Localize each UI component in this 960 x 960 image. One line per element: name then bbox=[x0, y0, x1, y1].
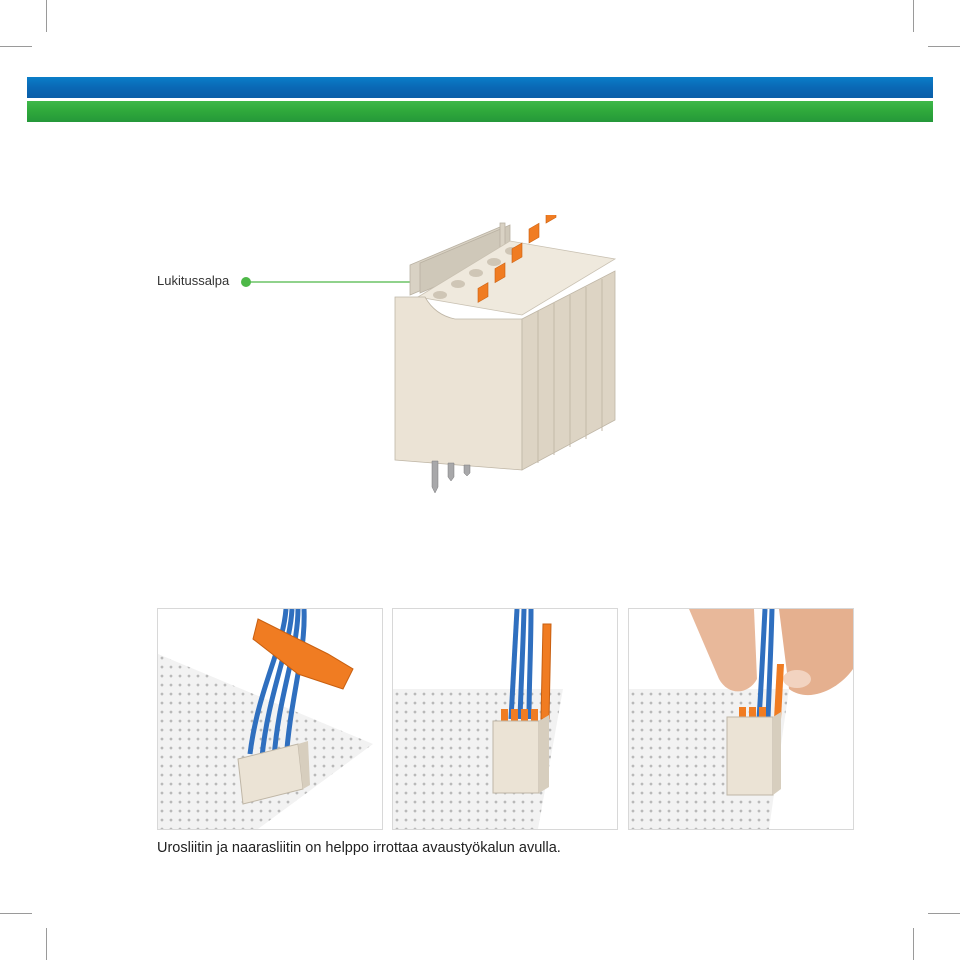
step-photo-3 bbox=[628, 608, 854, 830]
crop-mark-br-h bbox=[928, 913, 960, 914]
crop-mark-tl-v bbox=[46, 0, 47, 32]
caption-text: Urosliitin ja naarasliitin on helppo irrottaa avaustyökalun avulla. bbox=[157, 840, 561, 856]
header-band-blue bbox=[27, 77, 933, 98]
release-tool-photo-3 bbox=[629, 609, 853, 829]
release-tool-photo-2 bbox=[393, 609, 617, 829]
crop-mark-bl-v bbox=[46, 928, 47, 960]
crop-mark-tr-v bbox=[913, 0, 914, 32]
crop-mark-tl-h bbox=[0, 46, 32, 47]
step-photo-2 bbox=[392, 608, 618, 830]
crop-mark-tr-h bbox=[928, 46, 960, 47]
header-band-green bbox=[27, 101, 933, 122]
crop-mark-br-v bbox=[913, 928, 914, 960]
callout-label: Lukitussalpa bbox=[157, 273, 230, 288]
crop-mark-bl-h bbox=[0, 913, 32, 914]
release-tool-photo-1 bbox=[158, 609, 382, 829]
step-photo-1 bbox=[157, 608, 383, 830]
connector-illustration bbox=[380, 215, 630, 500]
